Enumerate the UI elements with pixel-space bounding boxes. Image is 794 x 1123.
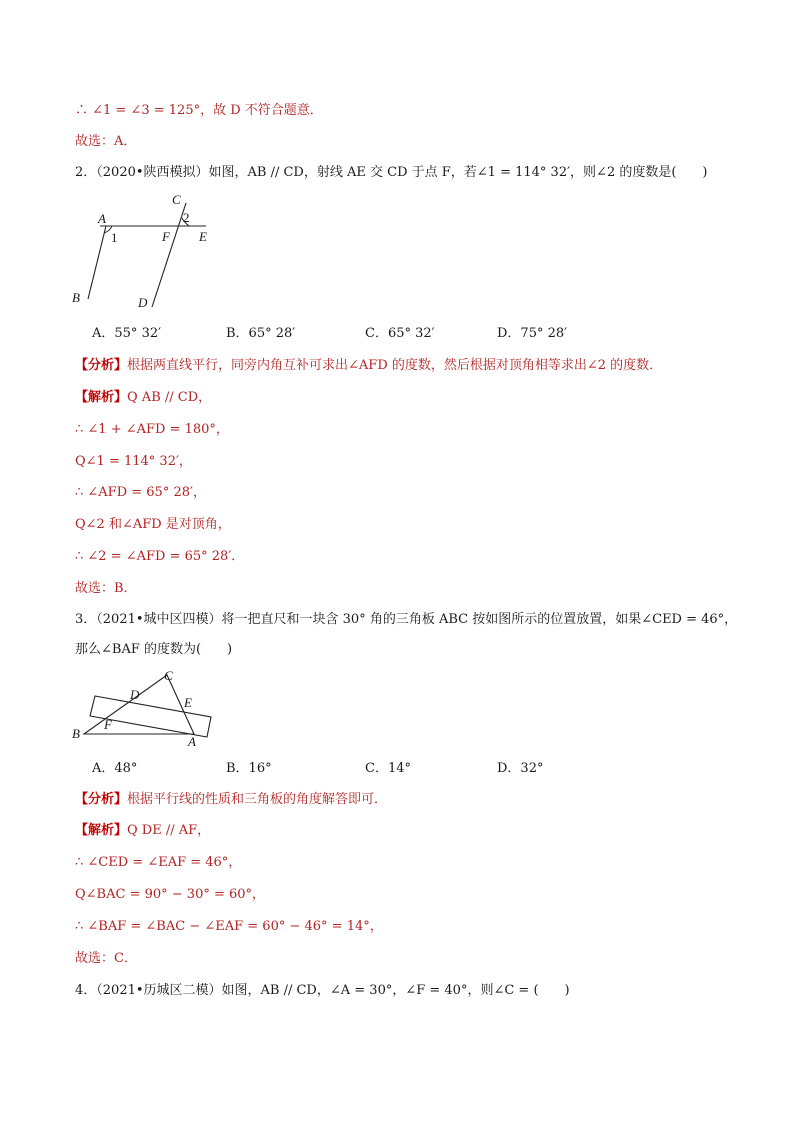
label-a: A <box>98 211 106 226</box>
analysis-text: 根据两直线平行，同旁内角互补可求出∠AFD 的度数，然后根据对顶角相等求出∠2 的度数． <box>127 358 663 373</box>
prev-conclusion: ∴ ∠1 = ∠3 = 125°，故 D 不符合题意． <box>75 103 323 118</box>
q3-solution <box>75 822 210 840</box>
q2-step-5: ∴ ∠2 = ∠AFD = 65° 28′． <box>75 549 245 564</box>
q3-analysis <box>75 791 387 809</box>
q2-option-a[interactable]: A．55° 32′ <box>92 326 162 341</box>
q2-step-4: Q∠2 和∠AFD 是对顶角， <box>75 517 231 532</box>
line-ab <box>88 226 106 299</box>
label-1: 1 <box>111 230 118 245</box>
q3-option-a[interactable]: A．48° <box>92 761 138 776</box>
q2-step-1: ∴ ∠1 + ∠AFD = 180°， <box>75 422 229 437</box>
q3-option-d[interactable]: D．32° <box>497 761 544 776</box>
q3-answer: 故选：C． <box>75 951 137 966</box>
solution-tag: 【解析】 <box>75 390 128 405</box>
analysis-text: 根据平行线的性质和三角板的角度解答即可． <box>127 792 388 807</box>
q2-solution <box>75 389 211 407</box>
label-d: D <box>138 295 148 310</box>
solution-text: Q DE // AF， <box>127 823 211 838</box>
label-a: A <box>188 734 196 749</box>
q3-step-1: ∴ ∠CED = ∠EAF = 46°， <box>75 855 242 870</box>
question-4-stem: 4．（2021•历城区二模）如图，AB // CD，∠A = 30°，∠F = 40°，则∠C = ( ) <box>75 983 570 998</box>
solution-text: Q AB // CD， <box>127 390 212 405</box>
q3-step-3: ∴ ∠BAF = ∠BAC − ∠EAF = 60° − 46° = 14°， <box>75 919 383 934</box>
label-2: 2 <box>183 210 190 225</box>
question-2-figure <box>66 189 216 314</box>
q2-option-c[interactable]: C．65° 32′ <box>365 326 435 341</box>
label-b: B <box>72 726 80 741</box>
label-f: F <box>162 229 170 244</box>
q2-option-d[interactable]: D．75° 28′ <box>497 326 568 341</box>
analysis-tag: 【分析】 <box>75 792 128 807</box>
label-b: B <box>72 290 80 305</box>
q3-option-b[interactable]: B．16° <box>226 761 272 776</box>
q2-answer: 故选：B． <box>75 581 137 596</box>
q2-step-3: ∴ ∠AFD = 65° 28′， <box>75 485 206 500</box>
label-d: D <box>130 687 140 702</box>
prev-answer: 故选：A． <box>75 134 137 149</box>
label-c: C <box>172 192 181 207</box>
analysis-tag: 【分析】 <box>75 358 128 373</box>
question-2-stem: 2．（2020•陕西模拟）如图，AB // CD，射线 AE 交 CD 于点 F，若∠1 = 114° 32′，则∠2 的度数是( ) <box>75 165 708 180</box>
label-c: C <box>164 668 173 683</box>
question-3-figure <box>66 665 221 750</box>
solution-tag: 【解析】 <box>75 823 128 838</box>
line-cd <box>152 203 186 307</box>
q2-step-2: Q∠1 = 114° 32′， <box>75 454 192 469</box>
label-e: E <box>199 229 207 244</box>
q2-analysis <box>75 357 662 375</box>
q3-step-2: Q∠BAC = 90° − 30° = 60°， <box>75 887 266 902</box>
question-3-stem-2: 那么∠BAF 的度数为( ) <box>75 642 233 657</box>
label-f: F <box>104 717 112 732</box>
label-e: E <box>184 695 192 710</box>
q3-option-c[interactable]: C．14° <box>365 761 411 776</box>
question-3-stem-1: 3．（2021•城中区四模）将一把直尺和一块含 30° 角的三角板 ABC 按如图所示的位置放置，如果∠CED = 46°， <box>75 612 738 627</box>
q2-option-b[interactable]: B．65° 28′ <box>226 326 296 341</box>
